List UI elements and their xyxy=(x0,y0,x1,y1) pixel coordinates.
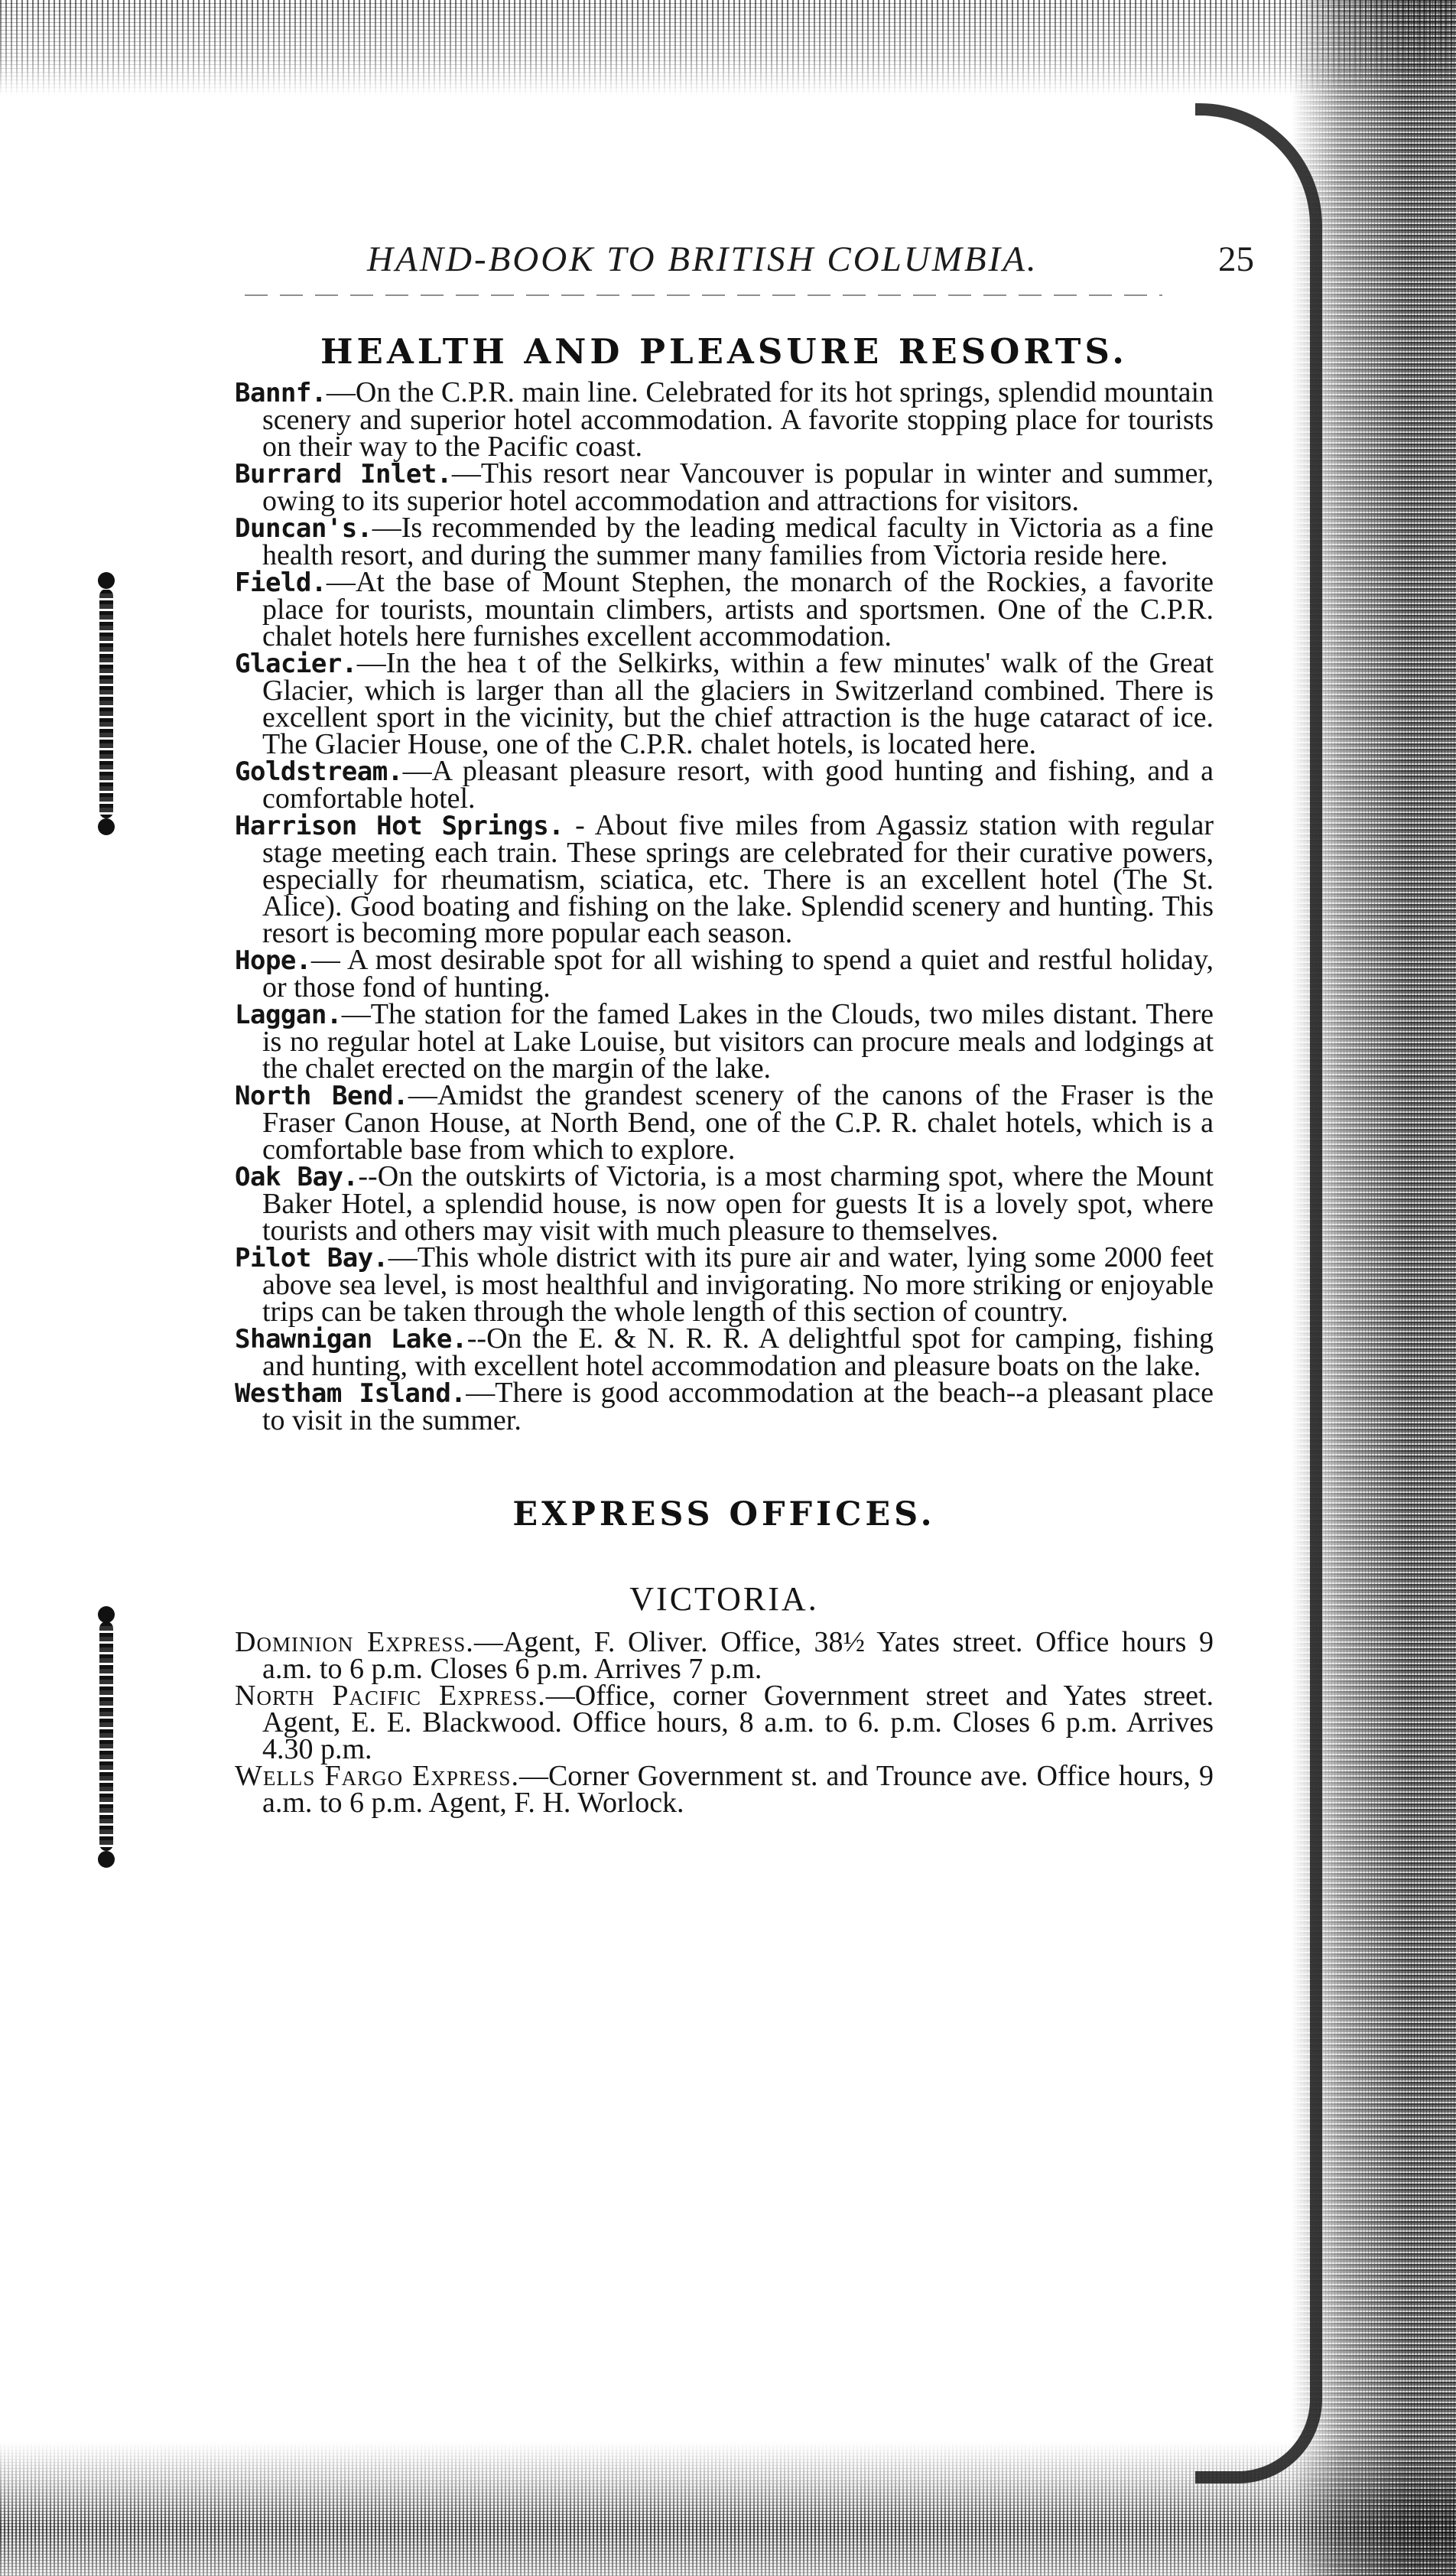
health-resorts-list xyxy=(235,376,1214,1436)
entry-text: —A pleasant pleasure resort, with good hunting and fishing, and a comfortable hotel. xyxy=(262,755,1214,815)
list-item xyxy=(235,457,1214,517)
list-item xyxy=(235,1680,1214,1765)
list-item xyxy=(235,1322,1214,1382)
page-number: 25 xyxy=(1218,239,1254,279)
binding-mark-lower xyxy=(99,1621,113,1851)
entry-text: --On the outskirts of Victoria, is a most charming spot, where the Mount Baker Hotel, a splendid house, is now open for guests It is a lovely spot, where tourists and others may visit with much pleasure to themselves. xyxy=(262,1160,1214,1247)
binding-dot xyxy=(98,1851,115,1868)
entry-name: Field. xyxy=(235,568,327,598)
list-item xyxy=(235,566,1214,652)
entry-text: —There is good accommodation at the beach--a pleasant place to visit in the summer. xyxy=(262,1377,1214,1436)
entry-name: North Pacific Express. xyxy=(235,1680,546,1712)
entry-name: Glacier. xyxy=(235,649,357,679)
binding-dot xyxy=(98,572,115,589)
list-item xyxy=(235,755,1214,815)
entry-text: —In the hea t of the Selkirks, within a few minutes' walk of the Great Glacier, which is larger than all the glaciers in Switzerland combined. There is excellent sport in the vicinity, but the chief attraction is the huge cataract of ice. The Glacier House, one of the C.P.R. chalet hotels, is located here. xyxy=(262,647,1214,760)
header-rule xyxy=(245,294,1162,296)
list-item xyxy=(235,809,1214,949)
list-item xyxy=(235,1241,1214,1328)
entry-name: Hope. xyxy=(235,945,311,976)
entry-text: —The station for the famed Lakes in the Clouds, two miles distant. There is no regular hotel at Lake Louise, but visitors can procure meals and lodgings at the chalet erected on the margin of the lake. xyxy=(262,998,1214,1085)
express-offices-list xyxy=(235,1626,1214,1819)
entry-text: - About five miles from Agassiz station with regular stage meeting each train. These springs are celebrated for their curative powers, especially for rheumatism, sciatica, etc. There is an excellent hotel (The St. Alice). Good boating and fishing on the lake. Splendid scenery and hunting. This resort is becoming more popular each season. xyxy=(262,809,1214,949)
list-item xyxy=(235,512,1214,571)
scan-edge-top xyxy=(0,0,1456,96)
list-item xyxy=(235,998,1214,1085)
entry-name: Harrison Hot Springs. xyxy=(235,811,564,841)
entry-name: Duncan's. xyxy=(235,513,372,544)
entry-text: —This whole district with its pure air and water, lying some 2000 feet above sea level, is most healthful and invigorating. No more striking or enjoyable trips can be taken through the whole length of this section of country. xyxy=(262,1241,1214,1328)
running-head-title: HAND-BOOK TO BRITISH COLUMBIA. xyxy=(367,239,1038,279)
express-offices-title: EXPRESS OFFICES. xyxy=(512,1495,936,1534)
entry-name: Pilot Bay. xyxy=(235,1243,388,1273)
entry-text: —Corner Government st. and Trounce ave. Office hours, 9 a.m. to 6 p.m. Agent, F. H. Worlock. xyxy=(262,1760,1214,1819)
entry-name: Goldstream. xyxy=(235,756,403,787)
entry-name: Westham Island. xyxy=(235,1378,466,1409)
victoria-subhead: VICTORIA. xyxy=(629,1580,819,1618)
binding-mark-upper xyxy=(99,589,113,818)
entry-text: —Office, corner Government street and Yates street. Agent, E. E. Blackwood. Office hours, 8 a.m. to 6. p.m. Closes 6 p.m. Arrives 4.30 p.m. xyxy=(262,1680,1214,1765)
entry-name: Oak Bay. xyxy=(235,1162,359,1192)
binding-dot xyxy=(98,1606,115,1623)
list-item xyxy=(235,1626,1214,1685)
entry-name: Shawnigan Lake. xyxy=(235,1324,467,1355)
entry-name: Wells Fargo Express. xyxy=(235,1760,519,1792)
express-offices-section xyxy=(235,1495,1214,1817)
list-item xyxy=(235,376,1214,463)
list-item xyxy=(235,1377,1214,1436)
entry-name: Laggan. xyxy=(235,1000,342,1030)
list-item xyxy=(235,647,1214,760)
entry-text: --On the E. & N. R. R. A delightful spot for camping, fishing and hunting, with excellent hotel accommodation and pleasure boats on the lake. xyxy=(262,1322,1214,1382)
entry-text: —Amidst the grandest scenery of the canons of the Fraser is the Fraser Canon House, at North Bend, one of the C.P. R. chalet hotels, which is a comfortable base from which to explore. xyxy=(262,1079,1214,1166)
list-item xyxy=(235,944,1214,1003)
entry-text: —Agent, F. Oliver. Office, 38½ Yates street. Office hours 9 a.m. to 6 p.m. Closes 6 p.m. Arrives 7 p.m. xyxy=(262,1626,1214,1685)
entry-text: — A most desirable spot for all wishing to spend a quiet and restful holiday, or those fond of hunting. xyxy=(262,944,1214,1003)
page-curl-edge xyxy=(1195,103,1322,2483)
binding-dot xyxy=(98,818,115,835)
health-resorts-title: HEALTH AND PLEASURE RESORTS. xyxy=(320,331,1128,372)
entry-text: —Is recommended by the leading medical faculty in Victoria as a fine health resort, and during the summer many families from Victoria reside here. xyxy=(262,512,1214,571)
list-item xyxy=(235,1079,1214,1166)
entry-text: —At the base of Mount Stephen, the monarch of the Rockies, a favorite place for tourists, mountain climbers, artists and sportsmen. One of the C.P.R. chalet hotels here furnishes excellent accommodation. xyxy=(262,566,1214,652)
entry-name: Bannf. xyxy=(235,378,327,408)
entry-name: North Bend. xyxy=(235,1081,408,1111)
entry-text: —This resort near Vancouver is popular in winter and summer, owing to its superior hotel accommodation and attractions for visitors. xyxy=(262,457,1214,517)
running-head xyxy=(367,239,1254,280)
entry-name: Dominion Express. xyxy=(235,1626,474,1658)
entry-text: —On the C.P.R. main line. Celebrated for its hot springs, splendid mountain scenery and superior hotel accommodation. A favorite stopping place for tourists on their way to the Pacific coast. xyxy=(262,376,1214,463)
entry-name: Burrard Inlet. xyxy=(235,459,452,490)
list-item xyxy=(235,1760,1214,1819)
list-item xyxy=(235,1160,1214,1247)
text-column xyxy=(235,325,1214,1817)
